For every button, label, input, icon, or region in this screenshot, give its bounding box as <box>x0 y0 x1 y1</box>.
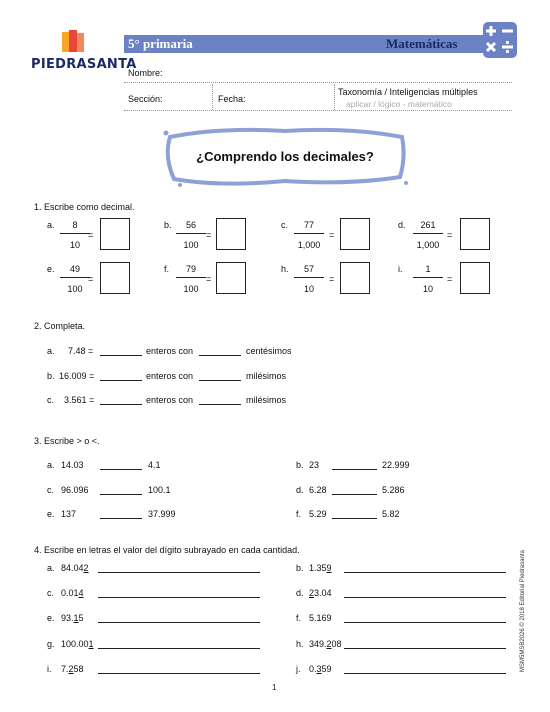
compare-right: 5.286 <box>382 485 405 495</box>
frac-bar <box>176 233 206 234</box>
frac-bar <box>60 233 90 234</box>
unit-label: milésimos <box>246 395 287 405</box>
item-letter: a. <box>47 220 55 230</box>
answer-blank[interactable] <box>100 518 142 519</box>
frac-denominator: 10 <box>69 240 80 250</box>
frac-bar <box>176 277 206 278</box>
equals-sign: = <box>206 274 212 284</box>
item-letter: g. <box>47 639 55 649</box>
frac-numerator: 8 <box>72 220 78 230</box>
unit-label: milésimos <box>246 371 287 381</box>
answer-box[interactable] <box>460 218 490 250</box>
frac-bar <box>60 277 90 278</box>
frac-numerator: 49 <box>69 264 80 274</box>
equals-sign: = <box>88 230 94 240</box>
answer-line[interactable] <box>344 597 506 598</box>
item-letter: i. <box>47 664 52 674</box>
compare-right: 22.999 <box>382 460 410 470</box>
answer-box[interactable] <box>216 218 246 250</box>
compare-left: 96.096 <box>61 485 89 495</box>
equals-sign: = <box>447 274 453 284</box>
item-letter: e. <box>47 509 55 519</box>
frac-numerator: 77 <box>303 220 314 230</box>
item-letter: h. <box>281 264 289 274</box>
item-letter: a. <box>47 346 55 356</box>
item-letter: e. <box>47 613 55 623</box>
answer-line[interactable] <box>98 572 260 573</box>
frac-denominator: 1,000 <box>416 240 440 250</box>
answer-line[interactable] <box>98 622 260 623</box>
underlined-digit: 2 <box>326 639 332 649</box>
item-letter: f. <box>296 509 302 519</box>
answer-box[interactable] <box>340 262 370 294</box>
equals-sign: = <box>206 230 212 240</box>
answer-blank[interactable] <box>100 494 142 495</box>
number-value: 84.042 <box>61 563 89 573</box>
decimal-value: 3.561 = <box>64 395 95 405</box>
taxonomy-label: Taxonomía / Inteligencias múltiples <box>338 87 478 97</box>
answer-line[interactable] <box>98 648 260 649</box>
frac-denominator: 100 <box>183 240 199 250</box>
item-letter: b. <box>47 371 55 381</box>
compare-left: 14.03 <box>61 460 84 470</box>
underlined-digit: 9 <box>326 563 332 573</box>
frac-bar <box>294 233 324 234</box>
equals-sign: = <box>447 230 453 240</box>
page-title: ¿Comprendo los decimales? <box>196 149 374 164</box>
answer-line[interactable] <box>344 622 506 623</box>
answer-blank[interactable] <box>199 404 241 405</box>
frac-denominator: 100 <box>183 284 199 294</box>
number-value: 5.169 <box>309 613 332 623</box>
answer-box[interactable] <box>460 262 490 294</box>
compare-right: 37.999 <box>148 509 176 519</box>
answer-blank[interactable] <box>332 469 377 470</box>
compare-left: 5.29 <box>309 509 327 519</box>
answer-line[interactable] <box>344 673 506 674</box>
answer-box[interactable] <box>100 262 130 294</box>
answer-line[interactable] <box>98 597 260 598</box>
divider <box>212 84 213 110</box>
copyright-text: MSM5MSB2026 © 2018 Editorial Piedrasanta <box>520 550 526 672</box>
q3-instruction: 3. Escribe > o <. <box>34 436 100 446</box>
frac-bar <box>413 233 443 234</box>
frac-denominator: 100 <box>67 284 83 294</box>
frac-numerator: 79 <box>185 264 196 274</box>
frac-denominator: 10 <box>422 284 433 294</box>
math-operations-icon <box>482 21 518 59</box>
compare-left: 6.28 <box>309 485 327 495</box>
item-letter: h. <box>296 639 304 649</box>
number-value: 1.359 <box>309 563 332 573</box>
answer-line[interactable] <box>344 572 506 573</box>
decimal-value: 7.48 = <box>68 346 94 356</box>
answer-blank[interactable] <box>199 380 241 381</box>
seccion-label: Sección: <box>128 94 163 104</box>
item-letter: a. <box>47 563 55 573</box>
answer-box[interactable] <box>100 218 130 250</box>
number-value: 93.15 <box>61 613 84 623</box>
frac-denominator: 1,000 <box>297 240 321 250</box>
item-letter: d. <box>296 485 304 495</box>
underlined-digit: 2 <box>68 664 74 674</box>
item-letter: b. <box>296 460 304 470</box>
item-letter: c. <box>47 395 55 405</box>
item-letter: d. <box>398 220 406 230</box>
unit-label: centésimos <box>246 346 292 356</box>
item-letter: b. <box>164 220 172 230</box>
item-letter: c. <box>47 588 55 598</box>
equals-sign: = <box>329 274 335 284</box>
compare-left: 137 <box>61 509 77 519</box>
item-letter: c. <box>47 485 55 495</box>
frac-bar <box>413 277 443 278</box>
number-value: 0.014 <box>61 588 84 598</box>
q1-instruction: 1. Escribe como decimal. <box>34 202 135 212</box>
number-value: 0.359 <box>309 664 332 674</box>
frac-numerator: 261 <box>420 220 436 230</box>
equals-sign: = <box>329 230 335 240</box>
item-letter: f. <box>296 613 302 623</box>
item-letter: e. <box>47 264 55 274</box>
answer-blank[interactable] <box>100 380 142 381</box>
q2-instruction: 2. Completa. <box>34 321 86 331</box>
answer-blank[interactable] <box>100 404 142 405</box>
number-value: 349.208 <box>309 639 342 649</box>
answer-blank[interactable] <box>100 469 142 470</box>
underlined-digit: 2 <box>83 563 89 573</box>
equals-sign: = <box>88 274 94 284</box>
frac-numerator: 56 <box>185 220 196 230</box>
answer-blank[interactable] <box>100 355 142 356</box>
divider <box>334 84 335 110</box>
item-letter: d. <box>296 588 304 598</box>
page-number: 1 <box>272 683 277 692</box>
compare-left: 23 <box>309 460 320 470</box>
answer-blank[interactable] <box>332 494 377 495</box>
frac-denominator: 10 <box>303 284 314 294</box>
item-letter: f. <box>164 264 170 274</box>
nombre-label: Nombre: <box>128 68 163 78</box>
compare-right: 100.1 <box>148 485 171 495</box>
underlined-digit: 1 <box>73 613 79 623</box>
enteros-label: enteros con <box>146 395 194 405</box>
number-value: 23.04 <box>309 588 332 598</box>
answer-blank[interactable] <box>199 355 241 356</box>
grade-label: 5° primaria <box>128 36 193 51</box>
decimal-value: 16.009 = <box>59 371 95 381</box>
underlined-digit: 3 <box>316 664 322 674</box>
enteros-label: enteros con <box>146 346 194 356</box>
number-value: 7.258 <box>61 664 84 674</box>
fecha-label: Fecha: <box>218 94 246 104</box>
enteros-label: enteros con <box>146 371 194 381</box>
item-letter: a. <box>47 460 55 470</box>
underlined-digit: 2 <box>309 588 315 598</box>
brand-logo-icon <box>62 30 84 56</box>
brand-name: PIEDRASANTA <box>31 57 137 72</box>
compare-right: 4.1 <box>148 460 161 470</box>
seccion-field[interactable] <box>124 110 512 111</box>
frac-numerator: 57 <box>303 264 314 274</box>
answer-box[interactable] <box>216 262 246 294</box>
answer-blank[interactable] <box>332 518 377 519</box>
answer-line[interactable] <box>98 673 260 674</box>
underlined-digit: 4 <box>78 588 84 598</box>
compare-right: 5.82 <box>382 509 400 519</box>
number-value: 100.001 <box>61 639 94 649</box>
item-letter: b. <box>296 563 304 573</box>
item-letter: j. <box>296 664 301 674</box>
taxonomy-sub: aplicar / lógico - matemático <box>346 99 452 109</box>
answer-line[interactable] <box>344 648 506 649</box>
subject-label: Matemáticas <box>386 36 458 51</box>
frac-numerator: 1 <box>425 264 431 274</box>
frac-bar <box>294 277 324 278</box>
nombre-field[interactable] <box>124 82 512 83</box>
underlined-digit: 1 <box>88 639 94 649</box>
q4-instruction: 4. Escribe en letras el valor del dígito subrayado en cada cantidad. <box>34 545 300 555</box>
item-letter: c. <box>281 220 289 230</box>
item-letter: i. <box>398 264 403 274</box>
answer-box[interactable] <box>340 218 370 250</box>
